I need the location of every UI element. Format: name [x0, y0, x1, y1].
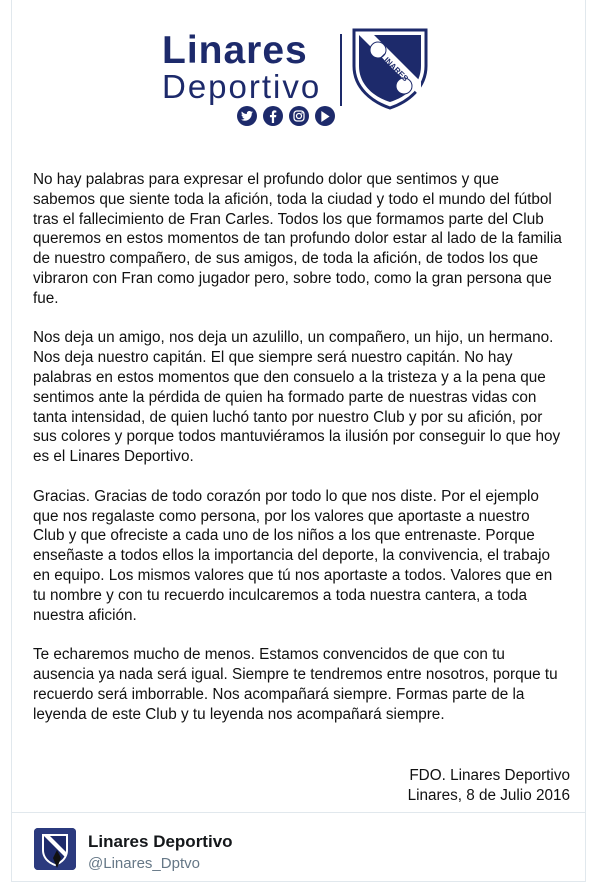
social-links: [237, 106, 335, 128]
club-crest-icon: [350, 26, 430, 110]
logo-wordmark: [162, 29, 322, 105]
facebook-icon[interactable]: [263, 106, 283, 126]
logo-line-1: Linares: [162, 29, 308, 72]
club-logo: [150, 26, 440, 128]
avatar-crest-icon: [34, 828, 76, 870]
crest-text: LINARES: [378, 52, 410, 84]
statement-paragraph-3: Gracias. Gracias de todo corazón por todo lo que nos diste. Por el ejemplo que nos regalaste como persona, por los valores que aportaste a nuestro Club y que ofreciste a cada uno de los niños a los que entrenaste. Porque enseñaste a todos ellos la importancia del deporte, la convivencia, el trabajo en equipo. Los mismos valores que tú nos aportaste a todos. Valores que en tu nombre y con tu recuerdo inculcaremos a toda nuestra cantera, a toda nuestra afición.: [33, 487, 553, 624]
statement-paragraph-2: Nos deja un amigo, nos deja un azulillo, un compañero, un hijo, un hermano. Nos deja nuestro capitán. El que siempre será nuestro capitán. No hay palabras en estos momentos que den consuelo a la tristeza y a la pena que sentimos ante la pérdida de quien ha formado parte de nuestras vidas con tanta intensidad, de quien luchó tanto por nuestro Club y por su afición, por sus colores y porque todos mantuviéramos la ilusión por conseguir lo que hoy es el Linares Deportivo.: [33, 329, 561, 466]
instagram-icon[interactable]: [289, 106, 309, 126]
statement-paragraph-4: Te echaremos mucho de menos. Estamos convencidos de que con tu ausencia ya nada será igual. Siempre te tendremos entre nosotros, porque tu recuerdo será imborrable. Nos acompañará siempre. Formas parte de la leyenda de este Club y tu leyenda nos acompañará siempre.: [33, 646, 558, 723]
signature-club: FDO. Linares Deportivo: [409, 767, 570, 784]
author-handle[interactable]: @Linares_Dptvo: [88, 855, 200, 872]
condolence-statement: [33, 170, 563, 744]
author-name[interactable]: Linares Deportivo: [88, 832, 233, 851]
statement-signature: [408, 766, 570, 806]
twitter-icon[interactable]: [237, 106, 257, 126]
avatar[interactable]: [34, 828, 76, 870]
statement-paragraph-1: No hay palabras para expresar el profundo dolor que sentimos y que sabemos que siente toda la afición, toda la ciudad y todo el mundo del fútbol tras el fallecimiento de Fran Carles. Todos los que formamos parte del Club queremos en estos momentos de tan profundo dolor estar al lado de la familia de nuestro compañero, de sus amigos, de toda la afición, de todos los que vibraron con Fran como jugador pero, sobre todo, como la gran persona que fue.: [33, 171, 562, 307]
author-divider: [11, 812, 586, 813]
signature-date: Linares, 8 de Julio 2016: [407, 786, 570, 804]
youtube-play-icon[interactable]: [315, 106, 335, 126]
logo-line-2: Deportivo: [162, 68, 322, 105]
logo-divider: [340, 34, 342, 106]
